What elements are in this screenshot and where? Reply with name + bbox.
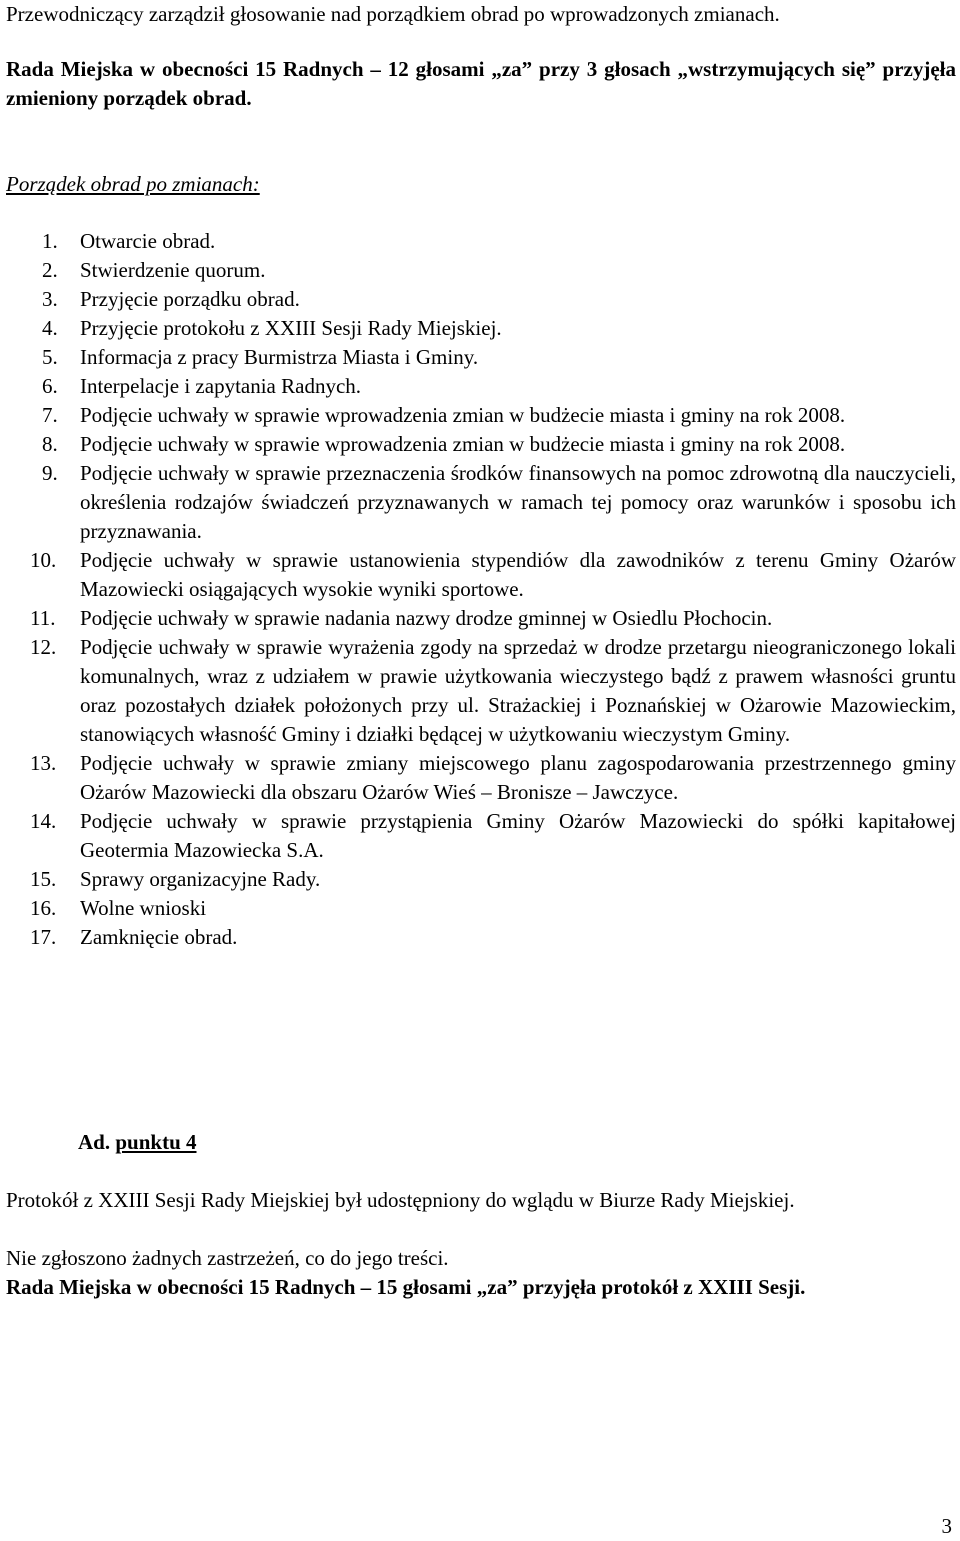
agenda-item-text: Podjęcie uchwały w sprawie wyrażenia zgody na sprzedaż w drodze przetargu nieograniczonego lokali komunalnych, wraz z udziałem w prawie użytkowania wieczystego bądź z prawem własności gruntu oraz pozostałych działek położonych przy ul. Strażackiej i Poznańskiej w Ożarowie Mazowieckim, stanowiących własność Gminy i działki będącej w użytkowaniu wieczystym Gminy. <box>80 635 956 746</box>
agenda-item-number: 1. <box>42 229 58 253</box>
section-paragraph-note: Nie zgłoszono żadnych zastrzeżeń, co do jego treści. <box>6 1246 449 1270</box>
agenda-item <box>6 343 956 372</box>
agenda-item <box>6 894 956 923</box>
agenda-item-number: 12. <box>30 635 57 659</box>
agenda-item-number: 5. <box>42 345 58 369</box>
section-vote-result: Rada Miejska w obecności 15 Radnych – 15 głosami „za” przyjęła protokół z XXIII Sesji. <box>6 1275 806 1299</box>
agenda-item-text: Podjęcie uchwały w sprawie nadania nazwy drodze gminnej w Osiedlu Płochocin. <box>80 606 773 630</box>
agenda-item-text: Podjęcie uchwały w sprawie zmiany miejscowego planu zagospodarowania przestrzennego gminy Ożarów Mazowiecki dla obszaru Ożarów Wieś – Bronisze – Jawczyce. <box>80 751 956 804</box>
agenda-item-number: 4. <box>42 316 58 340</box>
agenda-item <box>6 459 956 546</box>
agenda-item-number: 11. <box>30 606 56 630</box>
agenda-item-text: Podjęcie uchwały w sprawie przeznaczenia środków finansowych na pomoc zdrowotną dla nauczycieli, określenia rodzajów świadczeń przyznawanych w ramach tej pomocy oraz warunków i sposobu ich przyznawania. <box>80 461 956 543</box>
agenda-item-number: 6. <box>42 374 58 398</box>
agenda-heading: Porządek obrad po zmianach: <box>6 172 260 196</box>
agenda-item-number: 15. <box>30 867 57 891</box>
agenda-item-text: Otwarcie obrad. <box>80 229 216 253</box>
agenda-item <box>6 923 956 952</box>
agenda-item-text: Zamknięcie obrad. <box>80 925 238 949</box>
agenda-item-text: Przyjęcie porządku obrad. <box>80 287 300 311</box>
agenda-item <box>6 430 956 459</box>
agenda-item <box>6 285 956 314</box>
agenda-item-number: 10. <box>30 548 57 572</box>
document-page <box>6 0 956 1537</box>
agenda-item <box>6 227 956 256</box>
agenda-item-text: Sprawy organizacyjne Rady. <box>80 867 321 891</box>
section-heading-title: punktu 4 <box>115 1130 197 1154</box>
section-heading <box>78 1128 197 1157</box>
agenda-item-number: 13. <box>30 751 57 775</box>
agenda-item-text: Podjęcie uchwały w sprawie wprowadzenia zmian w budżecie miasta i gminy na rok 2008. <box>80 432 846 456</box>
agenda-item-number: 3. <box>42 287 58 311</box>
agenda-item <box>6 749 956 807</box>
agenda-item-text: Podjęcie uchwały w sprawie wprowadzenia zmian w budżecie miasta i gminy na rok 2008. <box>80 403 846 427</box>
agenda-item-text: Informacja z pracy Burmistrza Miasta i Gminy. <box>80 345 479 369</box>
page-number: 3 <box>941 1514 952 1538</box>
intro-vote-result: Rada Miejska w obecności 15 Radnych – 12 głosami „za” przy 3 głosach „wstrzymujących się” przyjęła zmieniony porządek obrad. <box>6 57 956 110</box>
agenda-item-number: 14. <box>30 809 57 833</box>
agenda-item <box>6 633 956 749</box>
agenda-item <box>6 372 956 401</box>
agenda-item-number: 17. <box>30 925 57 949</box>
agenda-item <box>6 807 956 865</box>
section-heading-prefix: Ad. <box>78 1130 111 1154</box>
agenda-item-text: Stwierdzenie quorum. <box>80 258 266 282</box>
agenda-item-text: Wolne wnioski <box>80 896 207 920</box>
agenda-item-number: 7. <box>42 403 58 427</box>
intro-paragraph: Przewodniczący zarządził głosowanie nad porządkiem obrad po wprowadzonych zmianach. <box>6 2 780 26</box>
agenda-item <box>6 401 956 430</box>
agenda-item-number: 9. <box>42 461 58 485</box>
agenda-item-text: Podjęcie uchwały w sprawie ustanowienia stypendiów dla zawodników z terenu Gminy Ożarów Mazowiecki osiągających wysokie wyniki sportowe. <box>80 548 956 601</box>
section-paragraph: Protokół z XXIII Sesji Rady Miejskiej był udostępniony do wglądu w Biurze Rady Miejskiej. <box>6 1188 795 1212</box>
agenda-item-text: Podjęcie uchwały w sprawie przystąpienia Gminy Ożarów Mazowiecki do spółki kapitałowej Geotermia Mazowiecka S.A. <box>80 809 956 862</box>
agenda-item <box>6 865 956 894</box>
agenda-item <box>6 256 956 285</box>
agenda-item-number: 2. <box>42 258 58 282</box>
agenda-item <box>6 546 956 604</box>
agenda-item-text: Przyjęcie protokołu z XXIII Sesji Rady Miejskiej. <box>80 316 502 340</box>
agenda-list <box>6 227 956 952</box>
agenda-item-text: Interpelacje i zapytania Radnych. <box>80 374 362 398</box>
agenda-item <box>6 604 956 633</box>
agenda-item <box>6 314 956 343</box>
agenda-item-number: 16. <box>30 896 57 920</box>
agenda-item-number: 8. <box>42 432 58 456</box>
